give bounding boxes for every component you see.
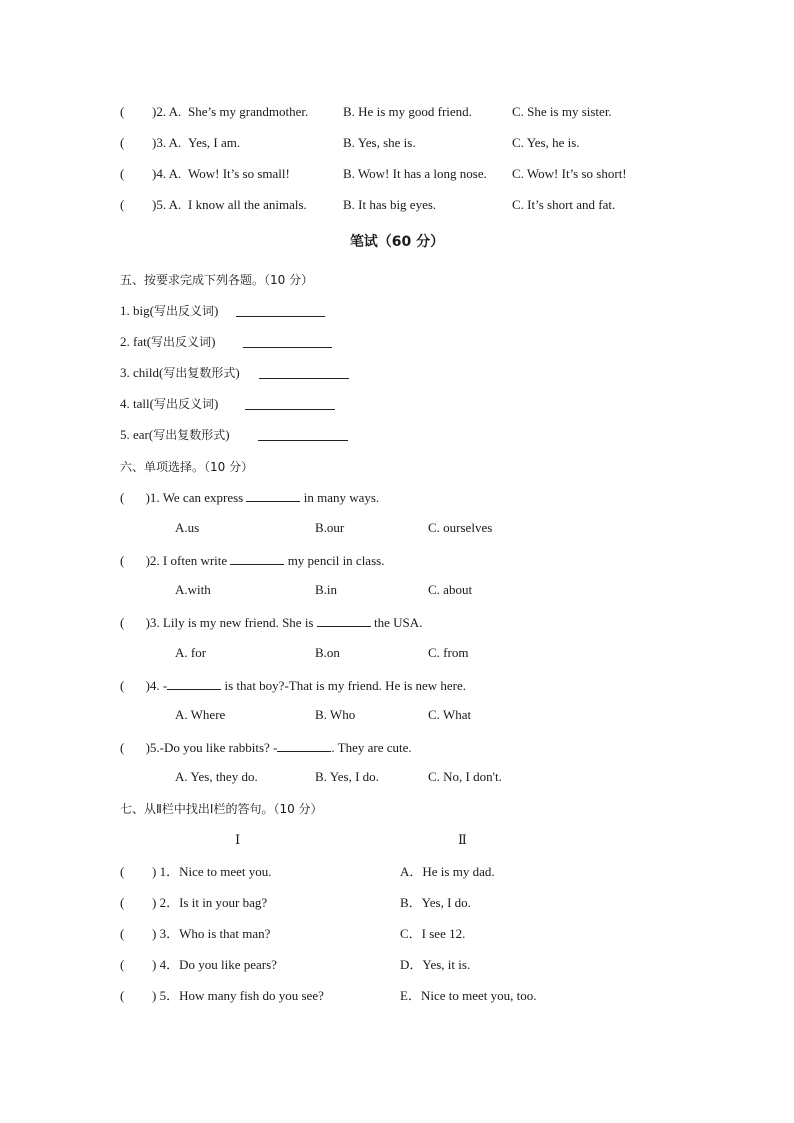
column-one-header: Ⅰ xyxy=(235,832,241,847)
question-stem-end: . They are cute. xyxy=(331,740,412,755)
option-c: C. Wow! It’s so short! xyxy=(512,166,627,181)
answer-option: D．Yes, it is. xyxy=(400,957,471,972)
answer-paren: ( xyxy=(120,988,125,1003)
answer-paren: ( xyxy=(120,957,125,972)
option-b: B. Yes, she is. xyxy=(343,135,416,150)
question-stem-end: in many ways. xyxy=(303,490,380,505)
option-c: C. It’s short and fat. xyxy=(512,197,616,212)
option-c: C. No, I don't. xyxy=(428,769,502,784)
question-number: )3. A. xyxy=(152,135,182,150)
question-stem-end: is that boy?-That is my friend. He is new here. xyxy=(224,678,467,693)
item-hint: 写出复数形式 xyxy=(153,428,226,442)
item-close: ) xyxy=(211,334,216,349)
written-section-title: 笔试（60 分） xyxy=(349,234,445,250)
question-number: )2. A. xyxy=(152,104,182,119)
fill-blank[interactable] xyxy=(246,489,300,502)
section7-heading: 七、从Ⅱ栏中找出Ⅰ栏的答句。（10 分） xyxy=(120,802,323,816)
question-stem-end: the USA. xyxy=(374,615,423,630)
option-c: C. What xyxy=(428,707,472,722)
question-number: )5. A. xyxy=(152,197,182,212)
option-a: I know all the animals. xyxy=(188,197,307,212)
answer-paren: ( xyxy=(120,864,125,879)
question-stem-start: )5.-Do you like rabbits? - xyxy=(145,740,278,755)
item-word: 1. big( xyxy=(120,303,154,318)
option-c: C. ourselves xyxy=(428,520,493,535)
choice-question xyxy=(120,739,412,756)
fill-blank[interactable] xyxy=(317,614,371,627)
answer-paren: ( xyxy=(120,926,125,941)
option-a: A. for xyxy=(175,645,207,660)
option-a: A. Where xyxy=(175,707,226,722)
column-two-header: Ⅱ xyxy=(458,832,467,847)
question-text: ) 2．Is it in your bag? xyxy=(152,895,268,910)
option-a: Yes, I am. xyxy=(188,135,241,150)
answer-paren: ( xyxy=(120,166,125,181)
answer-paren: ( xyxy=(120,895,125,910)
option-c: C. She is my sister. xyxy=(512,104,612,119)
answer-option: A．He is my dad. xyxy=(400,864,495,879)
option-c: C. about xyxy=(428,582,473,597)
question-number: )4. A. xyxy=(152,166,182,181)
option-a: A.us xyxy=(175,520,200,535)
fill-blank[interactable] xyxy=(167,677,221,690)
answer-blank[interactable] xyxy=(243,335,332,348)
question-text: ) 5．How many fish do you see? xyxy=(152,988,324,1003)
answer-paren: ( xyxy=(120,678,125,693)
choice-question xyxy=(120,614,422,631)
choice-question xyxy=(120,552,384,569)
answer-option: C．I see 12. xyxy=(400,926,466,941)
item-hint: 写出反义词 xyxy=(151,335,212,349)
section5-item xyxy=(120,365,240,381)
answer-blank[interactable] xyxy=(236,304,325,317)
answer-paren: ( xyxy=(120,615,125,630)
answer-blank[interactable] xyxy=(258,428,348,441)
choice-question xyxy=(120,489,379,506)
fill-blank[interactable] xyxy=(277,739,331,752)
question-stem-start: )3. Lily is my new friend. She is xyxy=(145,615,314,630)
option-b: B.our xyxy=(315,520,345,535)
item-word: 3. child( xyxy=(120,365,164,380)
answer-paren: ( xyxy=(120,553,125,568)
option-b: B. Yes, I do. xyxy=(315,769,379,784)
option-b: B. It has big eyes. xyxy=(343,197,437,212)
answer-blank[interactable] xyxy=(245,397,335,410)
section5-item xyxy=(120,303,218,319)
answer-option: E．Nice to meet you, too. xyxy=(400,988,537,1003)
option-b: B. He is my good friend. xyxy=(343,104,472,119)
option-c: C. from xyxy=(428,645,469,660)
answer-paren: ( xyxy=(120,197,125,212)
option-a: She’s my grandmother. xyxy=(188,104,309,119)
option-a: A.with xyxy=(175,582,211,597)
section5-item xyxy=(120,396,218,412)
item-close: ) xyxy=(225,427,230,442)
section5-item xyxy=(120,334,215,350)
section5-item xyxy=(120,427,230,443)
option-a: Wow! It’s so small! xyxy=(188,166,290,181)
item-hint: 写出反义词 xyxy=(153,304,214,318)
option-b: B. Who xyxy=(315,707,356,722)
answer-paren: ( xyxy=(120,104,125,119)
question-text: ) 3．Who is that man? xyxy=(152,926,271,941)
option-b: B. Wow! It has a long nose. xyxy=(343,166,487,181)
question-text: ) 4．Do you like pears? xyxy=(152,957,277,972)
option-b: B.on xyxy=(315,645,340,660)
option-c: C. Yes, he is. xyxy=(512,135,580,150)
question-stem-end: my pencil in class. xyxy=(287,553,385,568)
question-stem-start: )1. We can express xyxy=(145,490,244,505)
item-word: 5. ear( xyxy=(120,427,154,442)
section5-heading: 五、按要求完成下列各题。（10 分） xyxy=(120,273,314,287)
item-hint: 写出复数形式 xyxy=(163,366,236,380)
item-close: ) xyxy=(235,365,240,380)
answer-option: B．Yes, I do. xyxy=(400,895,471,910)
answer-paren: ( xyxy=(120,135,125,150)
answer-blank[interactable] xyxy=(259,366,349,379)
question-text: ) 1．Nice to meet you. xyxy=(152,864,272,879)
option-a: A. Yes, they do. xyxy=(175,769,258,784)
answer-paren: ( xyxy=(120,740,125,755)
item-word: 4. tall( xyxy=(120,396,154,411)
answer-paren: ( xyxy=(120,490,125,505)
choice-question xyxy=(120,677,466,694)
item-close: ) xyxy=(213,303,219,318)
option-b: B.in xyxy=(315,582,338,597)
section6-heading: 六、单项选择。（10 分） xyxy=(120,460,254,474)
item-close: ) xyxy=(213,396,219,411)
fill-blank[interactable] xyxy=(230,552,284,565)
question-stem-start: )2. I often write xyxy=(145,553,228,568)
item-hint: 写出反义词 xyxy=(153,397,214,411)
question-stem-start: )4. - xyxy=(145,678,168,693)
item-word: 2. fat( xyxy=(120,334,152,349)
